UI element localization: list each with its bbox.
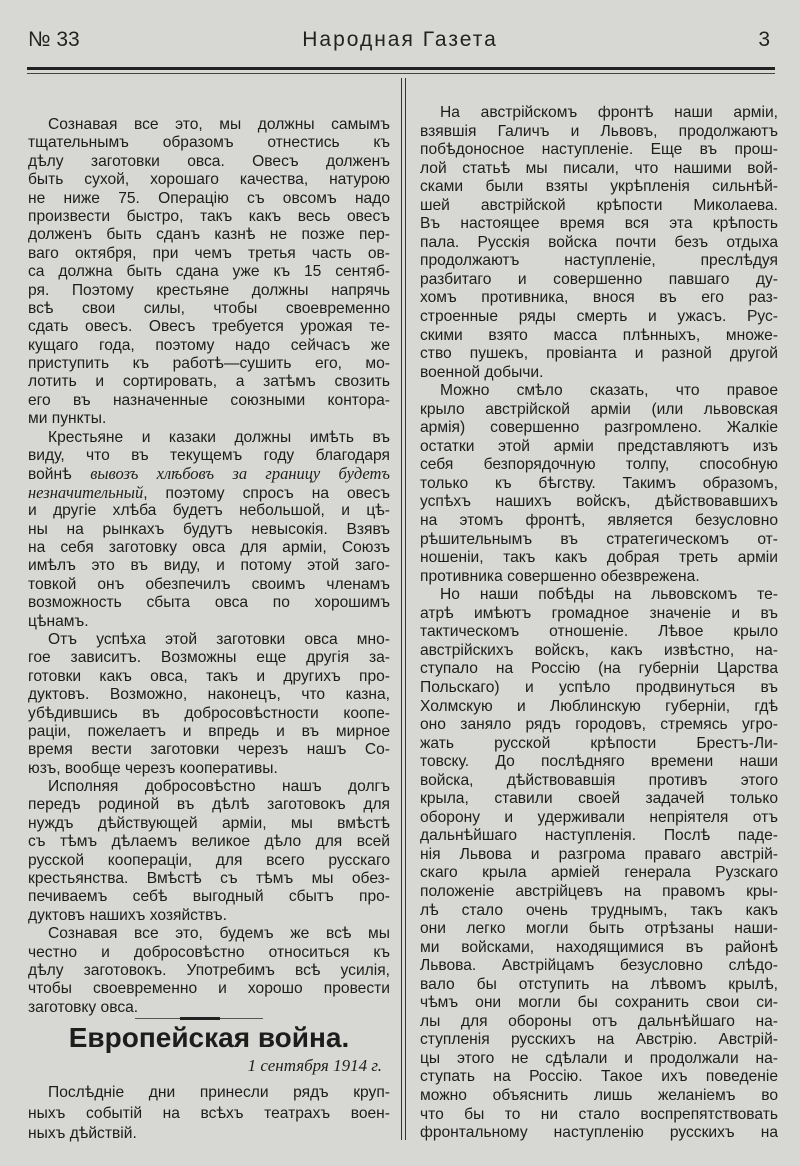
text-line: дуктовъ. Возможно, наконецъ, что казна, <box>28 686 390 704</box>
header-rule <box>27 67 775 70</box>
text-line <box>28 484 390 502</box>
text-line: сками были взяты укрѣпленія сильнѣй- <box>420 178 778 196</box>
section-divider-bold <box>180 1017 220 1020</box>
text-line: хомъ противника, внося въ его раз- <box>420 289 778 307</box>
text-line: ступленія русскихъ на Австрію. Австрій- <box>420 1031 778 1049</box>
text-line: скими взято масса плѣнныхъ, множе- <box>420 326 778 344</box>
text-line: время вести заготовки черезъ нашъ Со- <box>28 741 390 759</box>
text-line: дѣлу заготовокъ. Употребимъ всѣ усилія, <box>28 961 390 979</box>
text-line: шей австрійской крѣпости Миколаева. <box>420 196 778 214</box>
paragraph <box>28 631 390 778</box>
text-line: Исполняя добросовѣстно нашъ долгъ <box>48 778 390 796</box>
text-line: имѣлъ это въ виду, и потому этой заго- <box>28 557 390 575</box>
column-divider <box>401 78 402 1140</box>
text-line: можно объяснить лишь желаніемъ во <box>420 1086 778 1104</box>
text-line: дальнѣйшаго наступленія. Послѣ паде- <box>420 827 778 845</box>
text-line: и другіе хлѣба будетъ небольшой, и цѣ- <box>28 502 390 520</box>
text-line: Крестьяне и казаки должны имѣть въ <box>48 428 390 446</box>
text-line: чѣмъ они могли бы сохранить свои си- <box>420 994 778 1012</box>
text-line: быть сухой, хорошаго качества, натурою <box>28 171 390 189</box>
paragraph <box>28 116 390 429</box>
text-line: тактическомъ отношеніе. Лѣвое крыло <box>420 623 778 641</box>
header-rule-thin <box>27 73 775 74</box>
text-line: Сознавая все это, будемъ же всѣ мы <box>48 925 390 943</box>
text-span: войнѣ <box>28 466 91 484</box>
text-line: ваго октября, при чемъ третья часть ов- <box>28 244 390 262</box>
text-line: войска, дѣйствовавшія противъ этого <box>420 771 778 789</box>
text-line: лой статьѣ мы писали, что нашими вой- <box>420 159 778 177</box>
text-line: виду, что въ текущемъ году благодаря <box>28 447 390 465</box>
paragraph <box>28 1083 390 1145</box>
text-line: Отъ успѣха этой заготовки овса мно- <box>48 630 390 648</box>
paragraph <box>420 586 778 1142</box>
paragraph <box>420 382 778 586</box>
text-line: товкой онъ обезпечилъ своимъ членамъ <box>28 575 390 593</box>
italic-text: вывозъ хлѣбовъ за границу будетъ <box>90 464 390 484</box>
paragraph <box>28 429 390 631</box>
text-line: крестьянства. Вмѣстѣ съ тѣмъ мы обез- <box>28 870 390 888</box>
text-line: ныхъ событій на всѣхъ театрахъ воен- <box>28 1104 390 1122</box>
text-line: военной добычи. <box>420 363 544 381</box>
text-line: ступать на Россію. Такое ихъ поведеніе <box>420 1068 778 1086</box>
text-line: ступало на Россію (на губерніи Царства <box>420 660 778 678</box>
text-line: армія) совершенно разгромлено. Жалкіе <box>420 419 778 437</box>
text-line: ношеніи, такъ какъ добрая треть арміи <box>420 549 778 567</box>
page-number: 3 <box>758 28 770 51</box>
text-line: долженъ быть сданъ казнѣ не позже пер- <box>28 226 390 244</box>
text-line: оно заняло рядъ городовъ, стремясь угро- <box>420 716 778 734</box>
issue-number: № 33 <box>28 28 80 51</box>
text-line: дуктовъ нашихъ хозяйствъ. <box>28 906 227 924</box>
text-line: русской коопераціи, для всего русскаго <box>28 851 390 869</box>
text-line: раціи, пожелаетъ и впредь и въ мирное <box>28 722 390 740</box>
text-line: взявшія Галичъ и Львовъ, продолжаютъ <box>420 122 778 140</box>
text-line: произвести быстро, такъ какъ весь овесъ <box>28 207 390 225</box>
text-line: побѣдоносное наступленіе. Еще въ прош- <box>420 141 778 159</box>
text-line: ми пункты. <box>28 410 107 428</box>
text-line <box>28 465 390 483</box>
text-line: фронтальному наступленію русскихъ на <box>420 1124 778 1142</box>
text-line: Польскаго) и успѣло продвинуться въ <box>420 678 778 696</box>
text-line: ныхъ дѣйствій. <box>28 1125 137 1142</box>
text-line: австрійскихъ войскъ, какъ извѣстно, на- <box>420 641 778 659</box>
text-line: юзъ, вообще черезъ кооперативы. <box>28 759 278 777</box>
text-line: противника совершенно обезврежена. <box>420 567 700 585</box>
text-line: оборону и удерживали непріятеля отъ <box>420 808 778 826</box>
text-line: сдать овесъ. Овесъ требуется урожая те- <box>28 318 390 336</box>
text-line: разбитаго и совершенно павшаго ду- <box>420 270 778 288</box>
section-heading: Европейская война. <box>68 1022 350 1053</box>
left-column-article <box>28 116 390 1017</box>
text-line: Но наши побѣды на львовскомъ те- <box>440 586 778 604</box>
text-line: ство пушекъ, провіанта и разной другой <box>420 345 778 363</box>
paragraph <box>420 104 778 382</box>
text-line: остатки этой арміи представляютъ изъ <box>420 437 778 455</box>
newspaper-title: Народная Газета <box>302 28 498 51</box>
text-line: Львова. Австрійцамъ безусловно слѣдо- <box>420 957 778 975</box>
paragraph <box>28 925 390 1017</box>
text-line: кущаго года, поэтому надо сейчасъ же <box>28 336 390 354</box>
text-line: цы этого не сдѣлали и продолжали на- <box>420 1049 778 1067</box>
text-line: Послѣдніе дни принесли рядъ круп- <box>48 1084 390 1101</box>
text-line: продолжаютъ наступленіе, преслѣдуя <box>420 252 778 270</box>
text-line: ми войсками, находящимися въ районѣ <box>420 938 778 956</box>
text-line: пала. Русскія войска почти безъ отдыха <box>420 233 778 251</box>
text-line: что бы то ни стало воспрепятствовать <box>420 1105 778 1123</box>
text-line: на этомъ фронтѣ, является безусловно <box>420 512 778 530</box>
paragraph <box>28 778 390 925</box>
text-line: Холмскую и Люблинскую губерніи, гдѣ <box>420 697 778 715</box>
text-line: са должна быть сдана уже къ 15 сентяб- <box>28 263 390 281</box>
text-line: нуждъ дѣйствующей арміи, мы вмѣстѣ <box>28 814 390 832</box>
text-line: лы для обороны отъ дальнѣйшаго на- <box>420 1012 778 1030</box>
text-line: крыла, ставили своей задачей только <box>420 790 778 808</box>
text-line: готовки какъ овса, такъ и другихъ про- <box>28 667 390 685</box>
text-line: приступить къ работѣ—сушить его, мо- <box>28 355 390 373</box>
text-line: атрѣ имѣютъ громадное значеніе и въ <box>420 604 778 622</box>
right-column-article <box>420 104 778 1143</box>
text-line: цѣнамъ. <box>28 612 89 630</box>
text-line: передъ родиной въ дѣлѣ заготовокъ для <box>28 796 390 814</box>
text-line: скаго крыла арміей генерала Рузскаго <box>420 864 778 882</box>
text-line: товску. До послѣдняго времени наши <box>420 753 778 771</box>
text-line: лотить и сортировать, а затѣмъ свозить <box>28 373 390 391</box>
text-line: тщательнымъ образомъ отнестись къ <box>28 134 390 152</box>
text-span: , поэтому спросъ на овесъ <box>143 484 390 502</box>
text-line: успѣхъ нашихъ войскъ, дѣйствовавшихъ <box>420 493 778 511</box>
text-line: На австрійскомъ фронтѣ наши арміи, <box>440 104 778 121</box>
text-line: ря. Поэтому крестьяне должны напрячь <box>28 281 390 299</box>
text-line: дѣлу заготовки овса. Овесъ долженъ <box>28 152 390 170</box>
text-line: рѣшительнымъ въ стратегическомъ от- <box>420 530 778 548</box>
text-line: Можно смѣло сказать, что правое <box>440 382 778 400</box>
text-line: его въ назначенные союзными контора- <box>28 391 390 409</box>
war-article-intro <box>28 1083 390 1145</box>
text-line: гое зависитъ. Возможны еще другія за- <box>28 649 390 667</box>
text-line: Сознавая все это, мы должны самымъ <box>48 116 390 133</box>
text-line: честно и добросовѣстно относиться къ <box>28 943 390 961</box>
text-line: строенные ряды смерть и ужасъ. Рус- <box>420 308 778 326</box>
text-line: вало бы отступить на лѣвомъ крылѣ, <box>420 975 778 993</box>
text-line: жать русской крѣпости Брестъ-Ли- <box>420 734 778 752</box>
text-line: положеніе австрійцевъ на правомъ кры- <box>420 882 778 900</box>
text-line: нія Львова и разгрома праваго австрій- <box>420 845 778 863</box>
text-line: на себя заготовку овса для арміи, Союзъ <box>28 538 390 556</box>
text-line: крыло австрійской арміи (или львовская <box>420 400 778 418</box>
italic-text: незначительный <box>28 482 144 502</box>
text-line: съ тѣмъ дѣлаемъ великое дѣло для всей <box>28 833 390 851</box>
text-line: ны на рынкахъ будутъ невысокія. Взявъ <box>28 520 390 538</box>
section-date: 1 сентября 1914 г. <box>247 1056 382 1075</box>
column-divider <box>405 78 406 1140</box>
text-line: чтобы своевременно и хорошо провести <box>28 980 390 998</box>
text-line: только къ бѣгству. Такимъ образомъ, <box>420 474 778 492</box>
text-line: они легко могли быть отрѣзаны наши- <box>420 920 778 938</box>
text-line: лѣ стало очень труднымъ, такъ какъ <box>420 901 778 919</box>
text-line: убѣдившись въ добросовѣстности коопе- <box>28 704 390 722</box>
text-line: всѣ свои силы, чтобы своевременно <box>28 299 390 317</box>
text-line: Въ настоящее время вся эта крѣпость <box>420 215 778 233</box>
text-line: возможность сбыта овса по хорошимъ <box>28 594 390 612</box>
text-line: не ниже 75. Операцію съ овсомъ надо <box>28 189 390 207</box>
text-line: себя безпорядочную толпу, способную <box>420 456 778 474</box>
text-line: заготовку овса. <box>28 998 139 1016</box>
text-line: печиваемъ себѣ выгодный сбытъ про- <box>28 888 390 906</box>
